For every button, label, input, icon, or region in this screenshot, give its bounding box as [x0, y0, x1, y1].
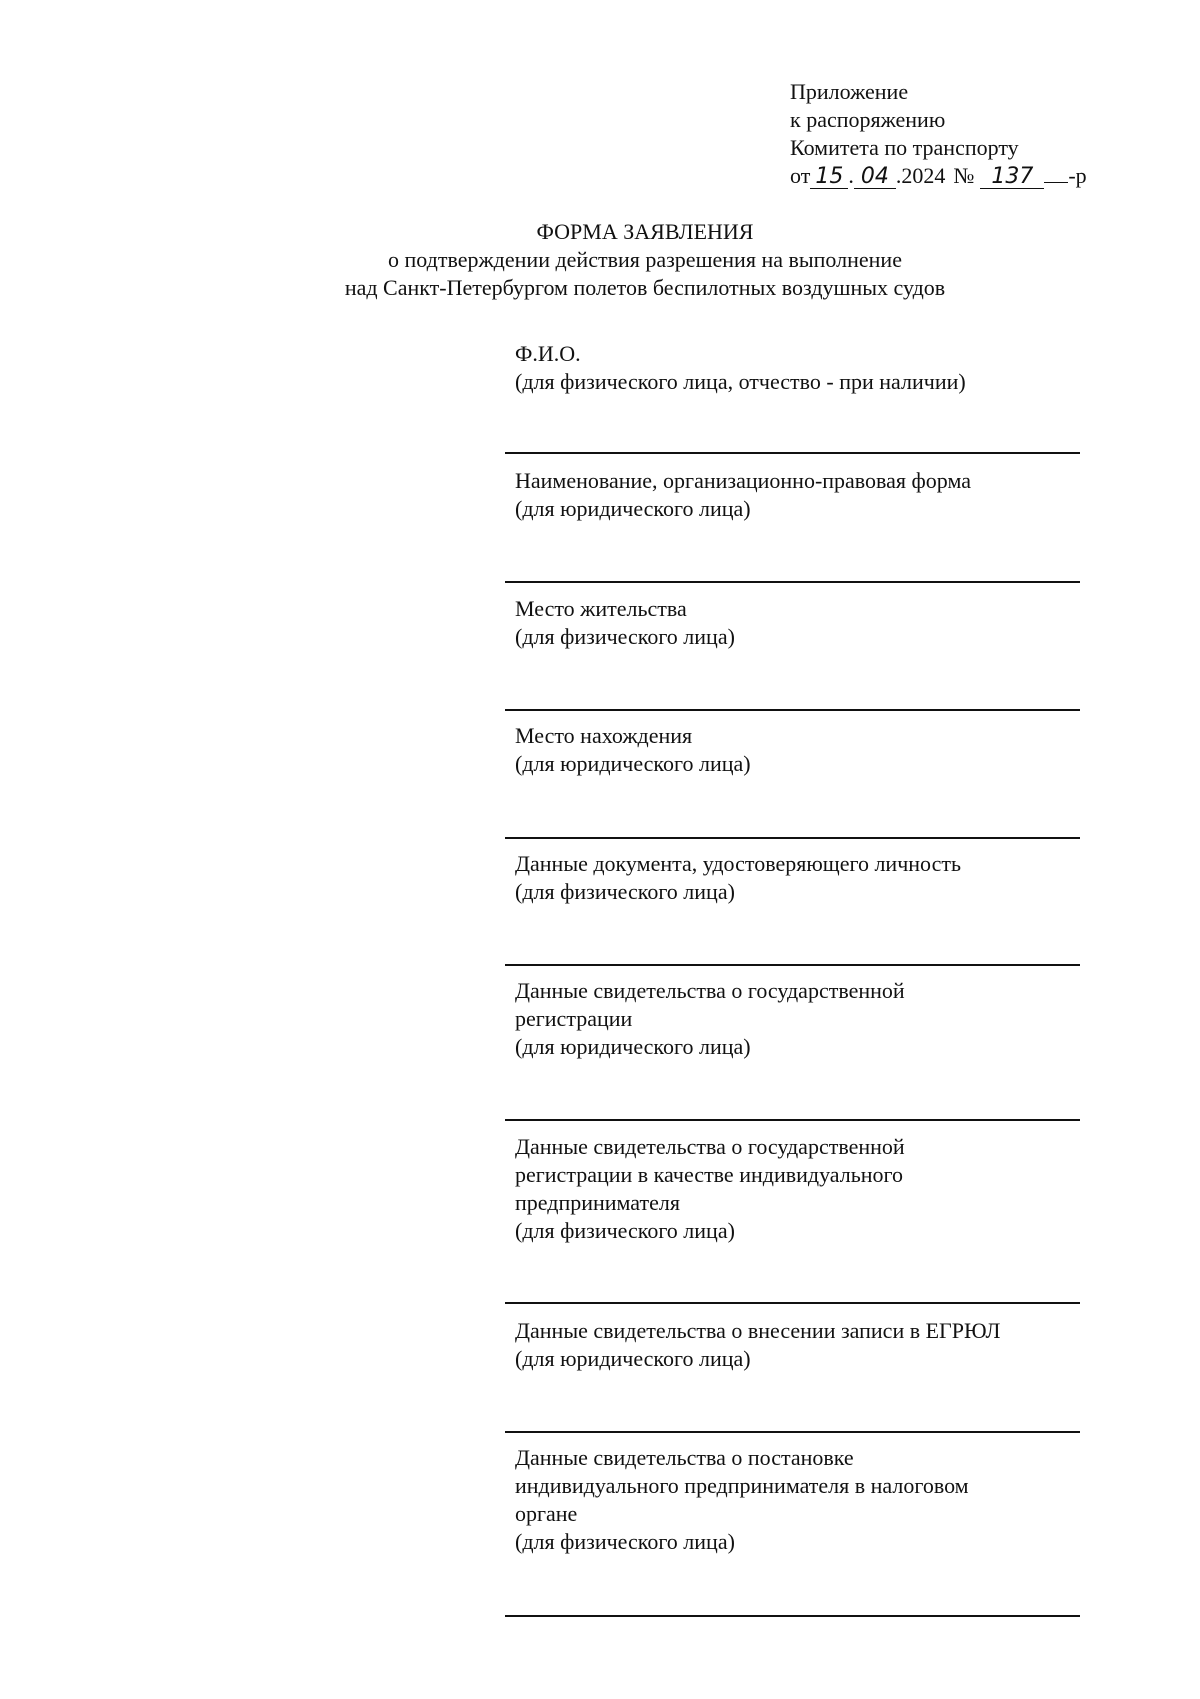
- form-field: [505, 722, 1080, 778]
- field-label: Данные свидетельства о государственной: [515, 978, 905, 1003]
- form-field: [505, 467, 1080, 523]
- field-note: (для физического лица): [515, 879, 735, 904]
- form-field: [505, 850, 1080, 906]
- field-label: индивидуального предпринимателя в налоговом: [515, 1473, 969, 1498]
- order-suffix: -р: [1068, 163, 1087, 188]
- field-label: Данные свидетельства о государственной: [515, 1134, 905, 1159]
- field-label: Место нахождения: [515, 723, 693, 748]
- form-title: [0, 218, 1200, 302]
- form-subtitle-line-1: о подтверждении действия разрешения на выполнение: [388, 247, 902, 272]
- form-field: [505, 1317, 1080, 1373]
- field-note: (для юридического лица): [515, 751, 751, 776]
- field-label: Ф.И.О.: [515, 341, 581, 366]
- form-heading: ФОРМА ЗАЯВЛЕНИЯ: [536, 219, 754, 244]
- appendix-committee: Комитета по транспорту: [790, 135, 1019, 160]
- fill-in-line[interactable]: [505, 1302, 1080, 1304]
- number-sign: №: [953, 163, 975, 188]
- appendix-date-number: [790, 162, 1087, 190]
- field-note: (для юридического лица): [515, 1346, 751, 1371]
- field-label: Данные свидетельства о внесении записи в ЕГРЮЛ: [515, 1318, 1001, 1343]
- field-label: регистрации: [515, 1006, 633, 1031]
- field-label: Данные свидетельства о постановке: [515, 1445, 854, 1470]
- form-field: [505, 1444, 1080, 1556]
- field-note: (для юридического лица): [515, 496, 751, 521]
- fill-in-line[interactable]: [505, 837, 1080, 839]
- handwritten-day: 15: [810, 166, 848, 189]
- appendix-reference: к распоряжению: [790, 107, 946, 132]
- handwritten-number: 137: [980, 166, 1044, 189]
- field-note: (для юридического лица): [515, 1034, 751, 1059]
- form-field: [505, 1133, 1080, 1245]
- field-label: Данные документа, удостоверяющего личность: [515, 851, 962, 876]
- form-field: [505, 595, 1080, 651]
- number-underline: [1044, 164, 1068, 183]
- fill-in-line[interactable]: [505, 452, 1080, 454]
- field-note: (для физического лица): [515, 1218, 735, 1243]
- date-separator: .: [848, 163, 854, 188]
- date-year: .2024: [895, 163, 946, 188]
- fill-in-line[interactable]: [505, 709, 1080, 711]
- fill-in-line[interactable]: [505, 1615, 1080, 1617]
- form-field: [505, 340, 1080, 396]
- field-note: (для физического лица, отчество - при наличии): [515, 369, 966, 394]
- handwritten-month: 04: [854, 166, 896, 189]
- form-field: [505, 977, 1080, 1061]
- form-subtitle-line-2: над Санкт-Петербургом полетов беспилотных воздушных судов: [344, 275, 946, 300]
- field-label: Место жительства: [515, 596, 687, 621]
- field-label: предпринимателя: [515, 1190, 680, 1215]
- appendix-title: Приложение: [790, 79, 909, 104]
- field-label: регистрации в качестве индивидуального: [515, 1162, 903, 1187]
- appendix-block: [790, 78, 1087, 190]
- field-note: (для физического лица): [515, 624, 735, 649]
- fill-in-line[interactable]: [505, 964, 1080, 966]
- date-prefix: от: [790, 163, 811, 188]
- fill-in-line[interactable]: [505, 581, 1080, 583]
- fill-in-line[interactable]: [505, 1119, 1080, 1121]
- field-label: органе: [515, 1501, 578, 1526]
- fill-in-line[interactable]: [505, 1431, 1080, 1433]
- field-note: (для физического лица): [515, 1529, 735, 1554]
- field-label: Наименование, организационно-правовая форма: [515, 468, 971, 493]
